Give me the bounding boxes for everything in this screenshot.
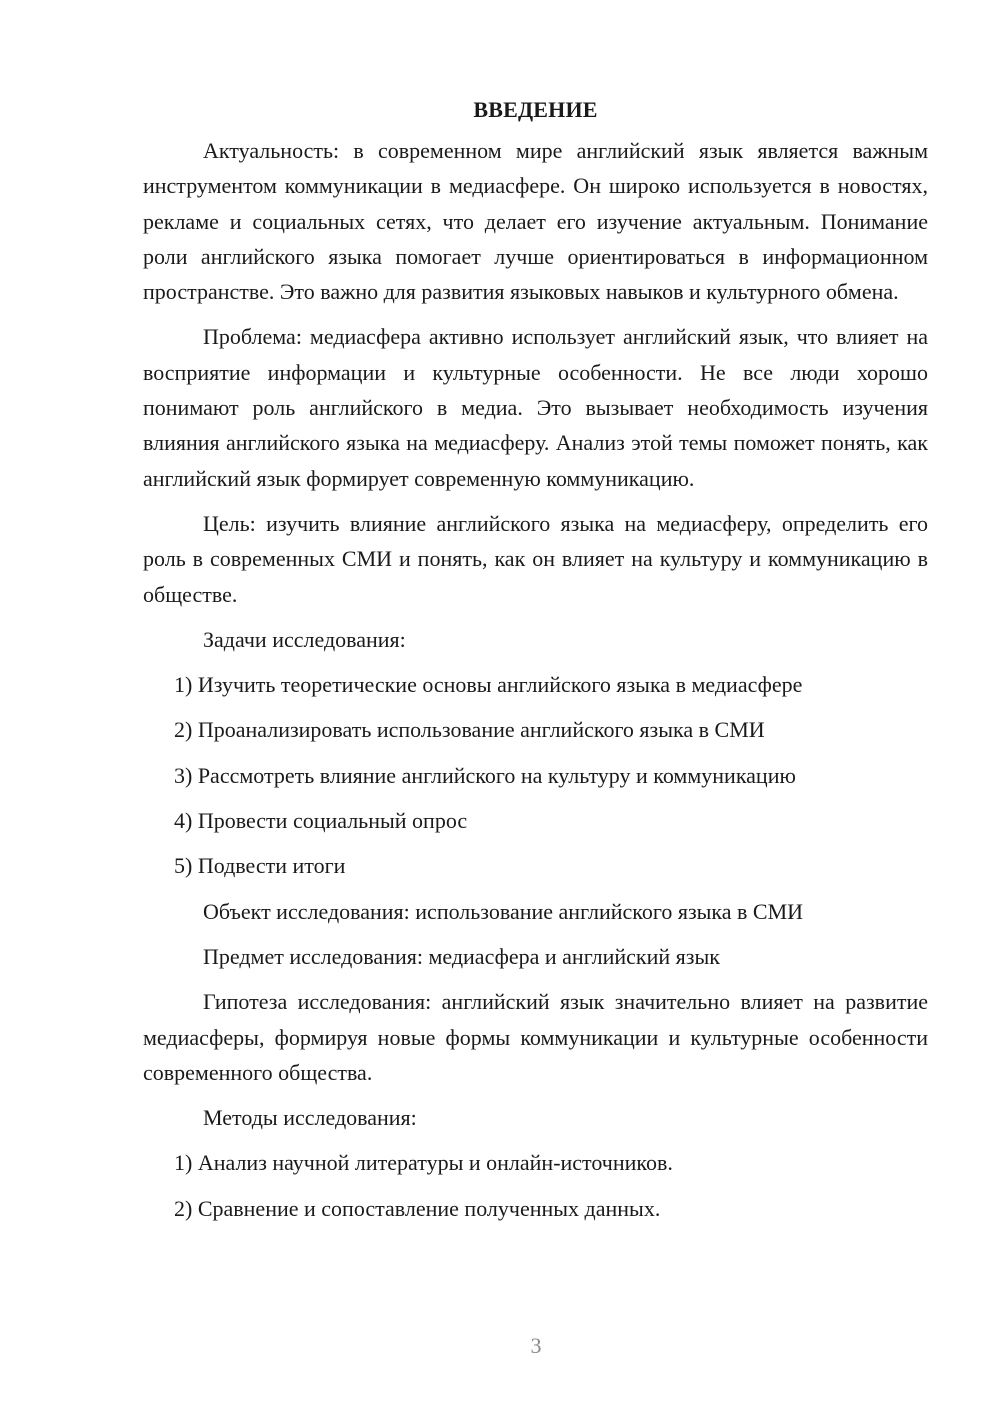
list-item: 3) Рассмотреть влияние английского на культуру и коммуникацию: [174, 762, 796, 788]
list-item: 2) Проанализировать использование английского языка в СМИ: [174, 717, 765, 743]
research-object: Объект исследования: использование английского языка в СМИ: [203, 898, 804, 924]
tasks-list: [143, 667, 928, 883]
goal-paragraph: Цель: изучить влияние английского языка на медиасферу, определить его роль в современных СМИ и понять, как он влияет на культуру и коммуникацию в обществе.: [143, 510, 928, 607]
research-subject: Предмет исследования: медиасфера и английский язык: [203, 943, 720, 969]
list-item: 4) Провести социальный опрос: [174, 808, 468, 834]
document-page: [143, 92, 928, 1236]
tasks-heading: Задачи исследования:: [203, 626, 406, 652]
hypothesis-paragraph: Гипотеза исследования: английский язык значительно влияет на развитие медиасферы, формируя новые формы коммуникации и культурные особенности современного общества.: [143, 989, 928, 1085]
page-title: ВВЕДЕНИЕ: [473, 97, 598, 122]
list-item: 1) Анализ научной литературы и онлайн-источников.: [174, 1150, 673, 1176]
methods-heading: Методы исследования:: [203, 1105, 417, 1131]
list-item: 5) Подвести итоги: [174, 853, 346, 879]
problem-paragraph: Проблема: медиасфера активно использует английский язык, что влияет на восприятие информации и культурные особенности. Не все люди хорошо понимают роль английского в медиа. Это вызывает необходимость изучения влияния английского языка на медиасферу. Анализ этой темы поможет понять, как английский язык формирует современную коммуникацию.: [143, 324, 928, 491]
methods-list: [143, 1145, 928, 1226]
page-number: 3: [530, 1333, 542, 1358]
list-item: 2) Сравнение и сопоставление полученных данных.: [174, 1195, 661, 1221]
relevance-paragraph: Актуальность: в современном мире английский язык является важным инструментом коммуникации в медиасфере. Он широко используется в новостях, рекламе и социальных сетях, что делает его изучение актуальным. Понимание роли английского языка помогает лучше ориентироваться в информационном пространстве. Это важно для развития языковых навыков и культурного обмена.: [143, 138, 928, 305]
list-item: 1) Изучить теоретические основы английского языка в медиасфере: [174, 672, 803, 698]
